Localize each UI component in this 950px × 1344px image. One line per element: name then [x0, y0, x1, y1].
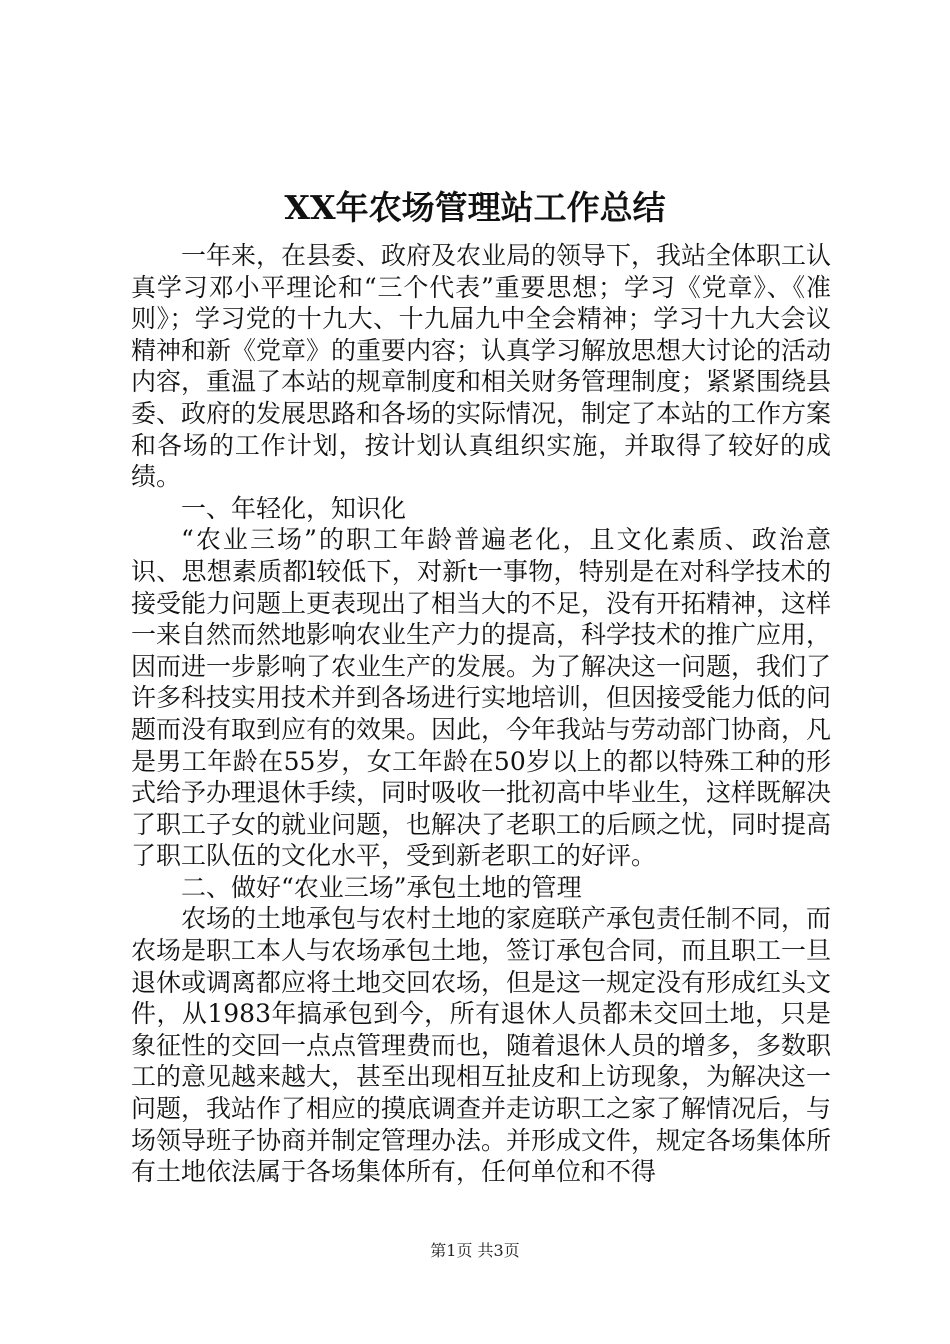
section-1-paragraph: “农业三场”的职工年龄普遍老化，且文化素质、政治意识、思想素质都l较低下，对新t一事物，特别是在对科学技术的接受能力问题上更表现出了相当大的不足，没有开拓精神，这样一来自然而然地影响农业生产力的提高，科学技术的推广应用，因而进一步影响了农业生产的发展。为了解决这一问题，我们了许多科技实用技术并到各场进行实地培训，但因接受能力低的问题而没有取到应有的效果。因此，今年我站与劳动部门协商，凡是男工年龄在55岁，女工年龄在50岁以上的都以特殊工种的形式给予办理退休手续，同时吸收一批初高中毕业生，这样既解决了职工子女的就业问题，也解决了老职工的后顾之忧，同时提高了职工队伍的文化水平，受到新老职工的好评。	[131, 525, 832, 871]
intro-paragraph: 一年来，在县委、政府及农业局的领导下，我站全体职工认真学习邓小平理论和“三个代表”重要思想；学习《党章》、《准则》；学习党的十九大、十九届九中全会精神；学习十九大会议精神和新《党章》的重要内容；认真学习解放思想大讨论的活动内容，重温了本站的规章制度和相关财务管理制度；紧紧围绕县委、政府的发展思路和各场的实际情况，制定了本站的工作方案和各场的工作计划，按计划认真组织实施，并取得了较好的成绩。	[131, 241, 832, 492]
document-body	[131, 240, 831, 1188]
document-title: XX年农场管理站工作总结	[284, 188, 666, 227]
page-number-footer: 第1页 共3页	[430, 1241, 520, 1260]
section-heading-2: 二、做好“农业三场”承包土地的管理	[181, 872, 582, 902]
section-heading-1: 一、年轻化，知识化	[181, 493, 407, 523]
section-2-paragraph: 农场的土地承包与农村土地的家庭联产承包责任制不同，而农场是职工本人与农场承包土地，签订承包合同，而且职工一旦退休或调离都应将土地交回农场，但是这一规定没有形成红头文件，从1983年搞承包到今，所有退休人员都未交回土地，只是象征性的交回一点点管理费而也，随着退休人员的增多，多数职工的意见越来越大，甚至出现相互扯皮和上访现象，为解决这一问题，我站作了相应的摸底调查并走访职工之家了解情况后，与场领导班子协商并制定管理办法。并形成文件，规定各场集体所有土地依法属于各场集体所有，任何单位和不得	[131, 904, 832, 1187]
